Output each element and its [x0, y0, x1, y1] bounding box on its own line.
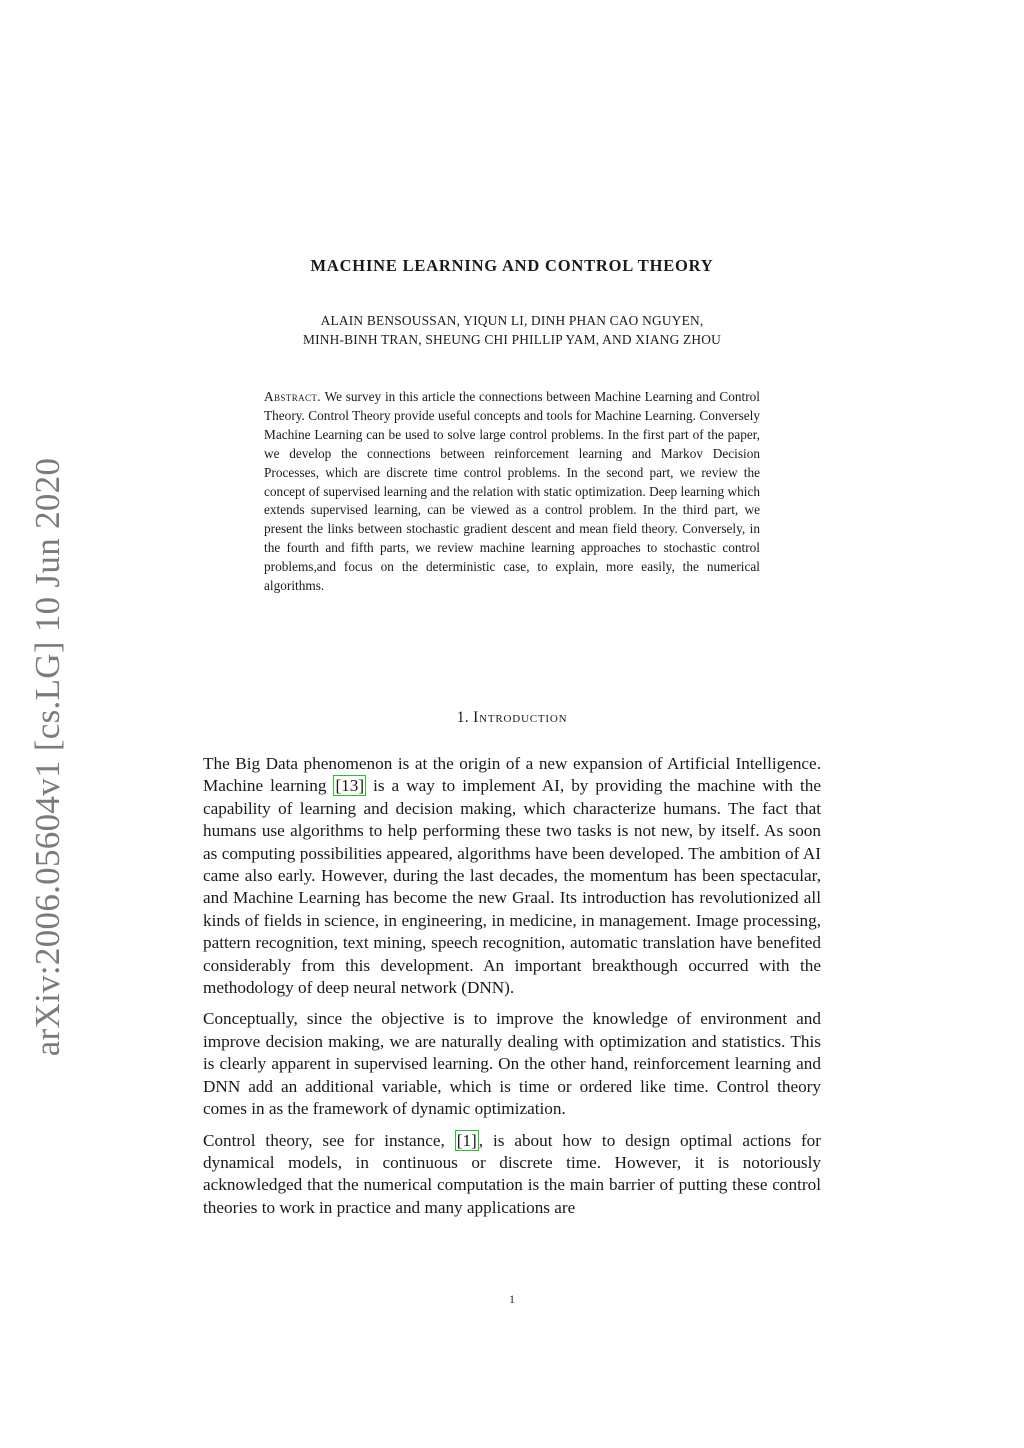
citation-link-13[interactable]: [13] — [335, 776, 365, 796]
paragraph-3-part-b: , is about how to design optimal actions for dynamical models, in continuous or discrete time. However, it is notoriously acknowledged that the numerical computation is the main barrier of putting these control theories to work in practice and many applications are — [203, 1130, 821, 1217]
section-title: Introduction — [473, 709, 568, 726]
paragraph-2: Conceptually, since the objective is to improve the knowledge of environment and improve decision making, we are naturally dealing with optimization and statistics. This is clearly apparent in supervised learning. On the other hand, reinforcement learning and DNN add an additional variable, which is time or ordered like time. Control theory comes in as the framework of dynamic optimization. — [203, 1009, 821, 1119]
arxiv-stamp — [27, 457, 69, 1057]
paper-title: MACHINE LEARNING AND CONTROL THEORY — [310, 256, 714, 275]
abstract-heading: Abstract. — [264, 389, 322, 404]
section-heading — [200, 709, 824, 727]
section-number: 1. — [456, 709, 469, 726]
abstract-text: We survey in this article the connections between Machine Learning and Control Theory. Control Theory provide useful concepts and tools for Machine Learning. Conversely Machine Learning can be used to solve large control problems. In the first part of the paper, we develop the connections between reinforcement learning and Markov Decision Processes, which are discrete time control problems. In the second part, we review the concept of supervised learning and the relation with static optimization. Deep learning which extends supervised learning, can be viewed as a control problem. In the third part, we present the links between stochastic gradient descent and mean field theory. Conversely, in the fourth and fifth parts, we review machine learning approaches to stochastic control problems,and focus on the deterministic case, to explain, more easily, the numerical algorithms. — [264, 389, 760, 594]
paragraph-3-part-a: Control theory, see for instance, — [203, 1130, 455, 1150]
author-list — [200, 311, 824, 349]
paragraph-1-part-b: is a way to implement AI, by providing the machine with the capability of learning and decision making, which characterize humans. The fact that humans use algorithms to help performing these two tasks is not new, by itself. As soon as computing possibilities appeared, algorithms have been developed. The ambition of AI came also early. However, during the last decades, the momentum has been spectacular, and Machine Learning has become the new Graal. Its introduction has revolutionized all kinds of fields in science, in engineering, in medicine, in management. Image processing, pattern recognition, text mining, speech recognition, automatic translation have benefited considerably from this development. An important breakthough occurred with the methodology of deep neural network (DNN). — [203, 776, 821, 998]
arxiv-identifier: arXiv:2006.05604v1 [cs.LG] 10 Jun 2020 — [28, 457, 67, 1057]
author-line-2: MINH-BINH TRAN, SHEUNG CHI PHILLIP YAM, AND XIANG ZHOU — [303, 332, 721, 347]
abstract — [264, 388, 760, 596]
body-text — [203, 753, 821, 1228]
paragraph-1-part-a: The Big Data phenomenon is at the origin of a new expansion of Artificial Intelligence. Machine learning — [203, 754, 821, 796]
page-number: 1 — [509, 1294, 515, 1306]
citation-link-1[interactable]: [1] — [456, 1130, 477, 1150]
paragraph-3 — [203, 1130, 821, 1220]
paragraph-1 — [203, 753, 821, 999]
author-line-1: ALAIN BENSOUSSAN, YIQUN LI, DINH PHAN CAO NGUYEN, — [320, 313, 704, 328]
